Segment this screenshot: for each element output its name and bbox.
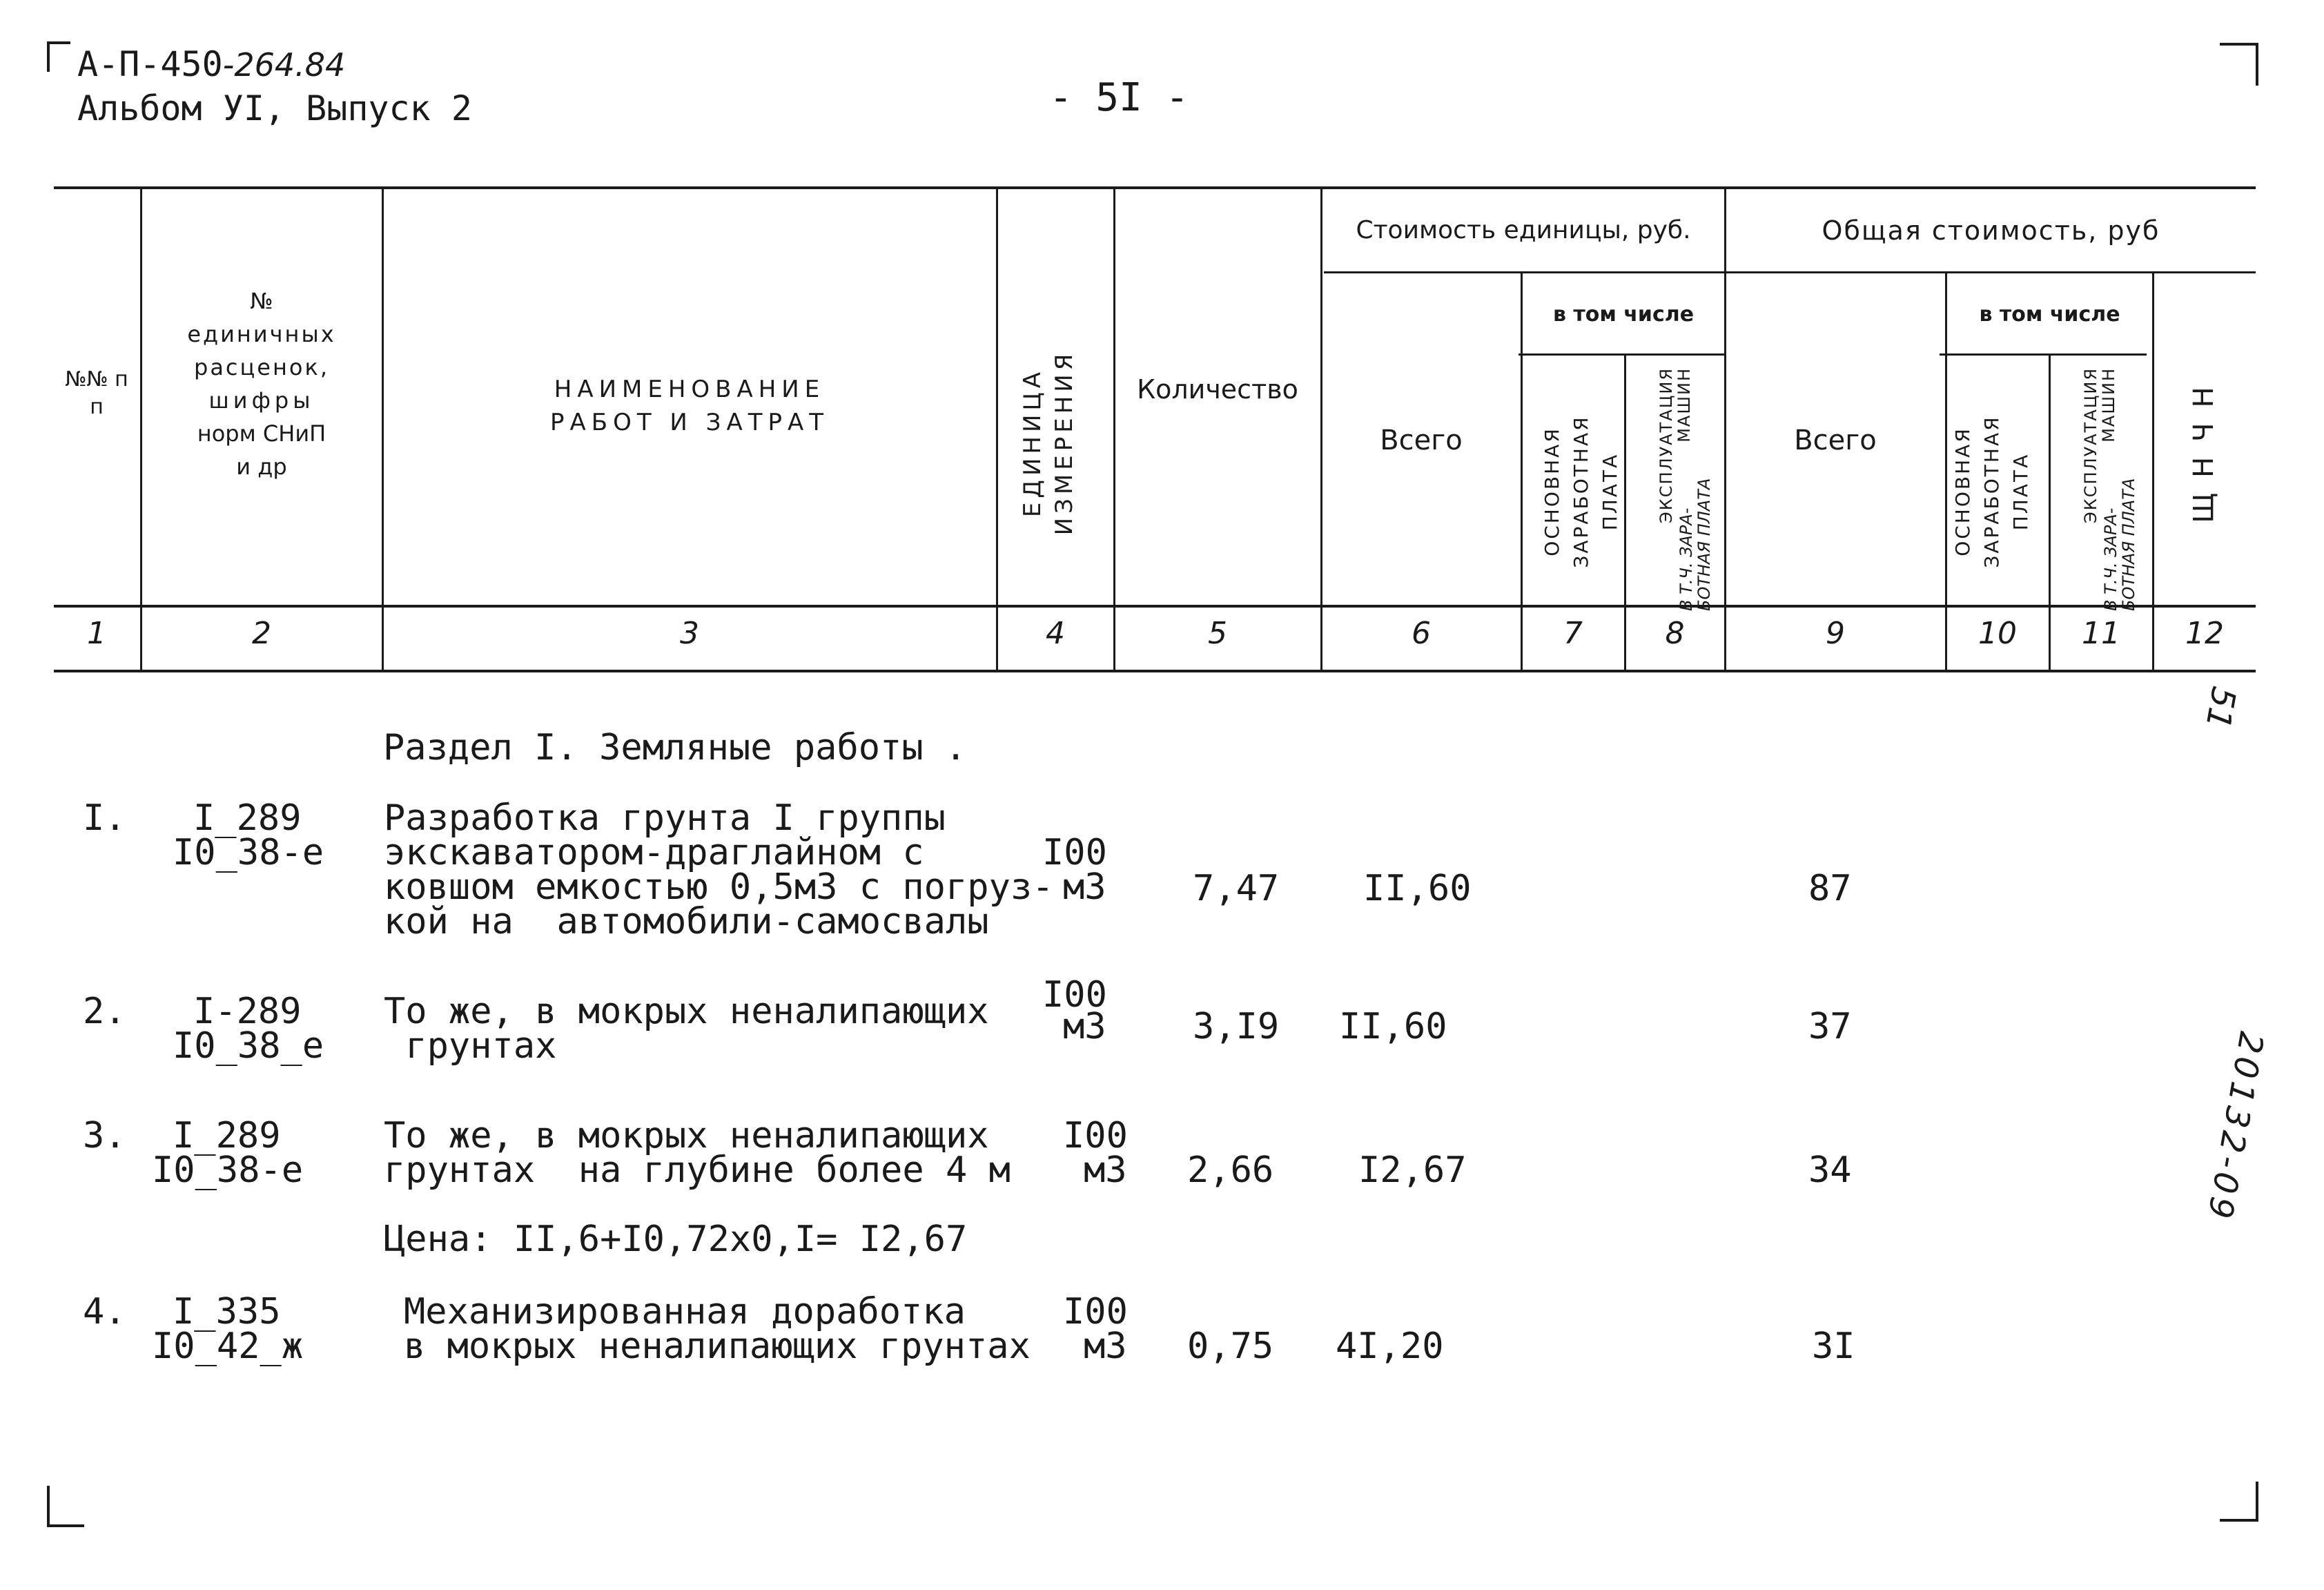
row-code: I_289 bbox=[193, 797, 302, 839]
row-name: грунтах на глубине более 4 м bbox=[384, 1150, 1010, 1191]
col-number-1: 1 bbox=[87, 616, 106, 651]
row-unit: м3 bbox=[1063, 1006, 1106, 1047]
header-line: ПЛАТА bbox=[1599, 452, 1621, 531]
row-quantity: 7,47 bbox=[1193, 868, 1280, 909]
header-line: БОТНАЯ ПЛАТА bbox=[2119, 478, 2138, 611]
row-quantity: 0,75 bbox=[1187, 1326, 1274, 1367]
margin-document-number: 20132-09 bbox=[2199, 1029, 2271, 1225]
row-total: 37 bbox=[1808, 1006, 1852, 1047]
header-col-12: ЩНЧН bbox=[2188, 371, 2220, 523]
corner-mark-top-right bbox=[2220, 43, 2258, 86]
row-unit: м3 bbox=[1084, 1326, 1127, 1367]
header-total-all: Всего bbox=[1794, 425, 1877, 456]
row-unit: I00 bbox=[1042, 974, 1107, 1016]
margin-page-number: 51 bbox=[2198, 683, 2243, 733]
row-number: I. bbox=[83, 797, 126, 839]
col-number-8: 8 bbox=[1665, 616, 1685, 651]
corner-mark-top-left bbox=[47, 41, 70, 72]
header-col-unit-line: ЕДИНИЦА bbox=[1019, 367, 1046, 518]
row-code: I0_38-е bbox=[152, 1150, 304, 1191]
corner-mark-bottom-right bbox=[2220, 1482, 2258, 1522]
header-col-name-line: РАБОТ И ЗАТРАТ bbox=[549, 409, 830, 436]
row-quantity: 2,66 bbox=[1187, 1150, 1274, 1191]
header-col-code-line: и др bbox=[236, 454, 287, 480]
header-col-code-line: единичных bbox=[187, 321, 336, 347]
header-line: ЗАРАБОТНАЯ bbox=[1570, 415, 1592, 568]
header-total-machines-wage bbox=[2099, 367, 2157, 611]
header-in-total-unit: в том числе bbox=[1552, 302, 1695, 327]
col-number-6: 6 bbox=[1412, 616, 1431, 651]
row-code: I0_38-е bbox=[173, 832, 324, 873]
header-line: ОСНОВНАЯ bbox=[1541, 427, 1563, 556]
row-name: Механизированная доработка bbox=[404, 1291, 966, 1332]
row-code: I-289 bbox=[193, 991, 302, 1032]
rule-top bbox=[54, 186, 2256, 189]
rule-sub-unit bbox=[1519, 353, 1726, 356]
header-unit-main-wage bbox=[1538, 371, 1634, 612]
header-in-total-total: в том числе bbox=[1979, 302, 2120, 327]
row-name: То же, в мокрых неналипающих bbox=[384, 991, 989, 1032]
header-col-number: №№ п п bbox=[65, 367, 128, 419]
col-number-11: 11 bbox=[2082, 616, 2120, 651]
rule-header-bottom bbox=[54, 605, 2256, 608]
row-total: 87 bbox=[1808, 868, 1852, 909]
col-number-2: 2 bbox=[252, 616, 271, 651]
row-name: экскаватором-драглайном с bbox=[384, 832, 924, 873]
header-line: В Т.Ч. ЗАРА- bbox=[1677, 507, 1696, 611]
col-number-7: 7 bbox=[1563, 616, 1583, 651]
header-col-name bbox=[384, 373, 995, 439]
header-line: ПЛАТА bbox=[2009, 452, 2032, 531]
header-col-code-line: шифры bbox=[208, 387, 315, 414]
vline bbox=[1945, 273, 1947, 671]
header-line: ЭКСПЛУАТАЦИЯ bbox=[2081, 367, 2100, 524]
col-number-3: 3 bbox=[680, 616, 699, 651]
vline bbox=[1521, 273, 1523, 671]
row-number: 4. bbox=[83, 1291, 126, 1332]
row-code: I0_42_ж bbox=[152, 1326, 304, 1367]
header-line: МАШИН bbox=[1674, 367, 1694, 443]
header-col-quantity: Количество bbox=[1137, 374, 1298, 405]
row-unit: м3 bbox=[1084, 1150, 1127, 1191]
row-code: I0_38_е bbox=[173, 1025, 324, 1067]
header-col-unit bbox=[1017, 311, 1093, 574]
rule-group bbox=[1324, 271, 2256, 273]
row-price: I2,67 bbox=[1358, 1150, 1467, 1191]
header-col-name-line: НАИМЕНОВАНИЕ bbox=[554, 376, 826, 403]
rule-numbers-bottom bbox=[54, 670, 2256, 672]
row-code: I_335 bbox=[173, 1291, 281, 1332]
header-total-main-wage bbox=[1949, 371, 2045, 612]
header-line: ЗАРАБОТНАЯ bbox=[1980, 415, 2003, 568]
row-total: 34 bbox=[1808, 1150, 1852, 1191]
header-col-code-line: норм СНиП bbox=[197, 420, 326, 447]
page-number: - 5I - bbox=[1049, 75, 1189, 120]
row-total: 3I bbox=[1812, 1326, 1855, 1367]
document-code: А-П-450-264.84 bbox=[77, 44, 346, 84]
rule-sub-total bbox=[1940, 353, 2147, 356]
row-number: 3. bbox=[83, 1115, 126, 1156]
header-col-unit-line: ИЗМЕРЕНИЯ bbox=[1051, 349, 1078, 536]
header-group-unit-cost: Стоимость единицы, руб. bbox=[1356, 216, 1691, 244]
header-unit-all: Всего bbox=[1380, 425, 1463, 456]
header-col-code-line: расценок, bbox=[194, 354, 329, 380]
row-price: 4I,20 bbox=[1336, 1326, 1444, 1367]
row-quantity: 3,I9 bbox=[1193, 1006, 1280, 1047]
col-number-10: 10 bbox=[1978, 616, 2017, 651]
document-code-handwritten: -264.84 bbox=[222, 46, 346, 84]
col-number-9: 9 bbox=[1826, 616, 1845, 651]
header-group-total-cost: Общая стоимость, руб bbox=[1822, 215, 2160, 246]
col-number-4: 4 bbox=[1046, 616, 1065, 651]
col-number-12: 12 bbox=[2185, 616, 2224, 651]
header-unit-machines-wage bbox=[1674, 367, 1732, 611]
section-title: Раздел I. Земляные работы . bbox=[383, 727, 967, 768]
header-line: БОТНАЯ ПЛАТА bbox=[1695, 478, 1714, 611]
corner-mark-bottom-left bbox=[47, 1486, 84, 1527]
col-number-5: 5 bbox=[1208, 616, 1227, 651]
album-title: Альбом УI, Выпуск 2 bbox=[77, 88, 472, 128]
row-name: То же, в мокрых неналипающих bbox=[384, 1115, 989, 1156]
row-name: кой на автомобили-самосвалы bbox=[384, 901, 989, 942]
row-code: I_289 bbox=[173, 1115, 281, 1156]
vline bbox=[996, 188, 998, 671]
row-unit: м3 bbox=[1063, 866, 1106, 908]
header-col-code-line: № bbox=[250, 288, 273, 314]
row-name: грунтах bbox=[384, 1025, 557, 1067]
header-col-code bbox=[142, 284, 381, 483]
vline bbox=[1113, 188, 1115, 671]
header-line: ЭКСПЛУАТАЦИЯ bbox=[1657, 367, 1676, 524]
price-note: Цена: II,6+I0,72х0,I= I2,67 bbox=[384, 1219, 968, 1260]
row-number: 2. bbox=[83, 991, 126, 1032]
header-line: ОСНОВНАЯ bbox=[1951, 427, 1974, 556]
row-unit: I00 bbox=[1063, 1291, 1128, 1332]
row-unit: I00 bbox=[1042, 832, 1107, 873]
row-price: II,60 bbox=[1363, 868, 1472, 909]
row-unit: I00 bbox=[1063, 1115, 1128, 1156]
header-line: В Т.Ч. ЗАРА- bbox=[2101, 507, 2120, 611]
row-name: в мокрых неналипающих грунтах bbox=[404, 1326, 1031, 1367]
row-price: II,60 bbox=[1339, 1006, 1447, 1047]
row-name: ковшом емкостью 0,5м3 с погруз- bbox=[384, 866, 1054, 908]
row-name: Разработка грунта I группы bbox=[384, 797, 946, 839]
header-line: МАШИН bbox=[2099, 367, 2118, 443]
